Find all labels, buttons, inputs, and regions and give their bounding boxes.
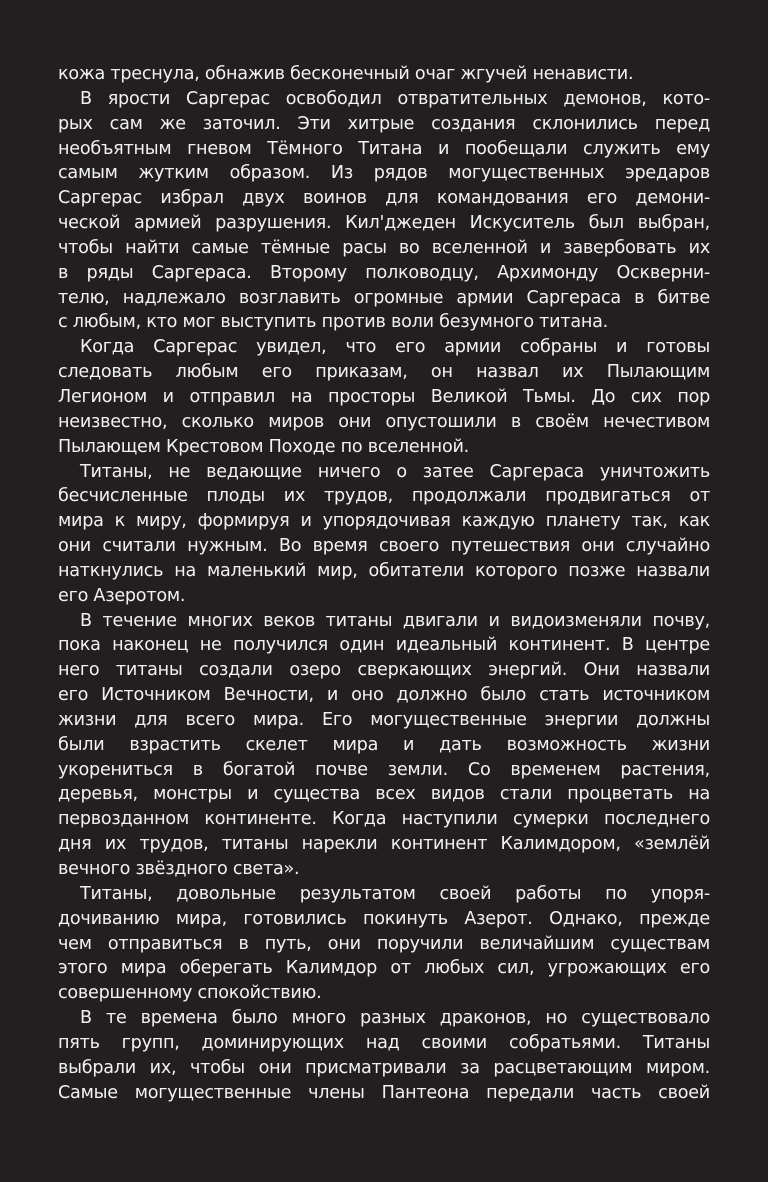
text-line: неизвестно, сколько миров они опустошили в своём нечестивом [58, 411, 710, 432]
text-line: самым жутким образом. Из рядов могущественных эредаров [58, 163, 710, 184]
text-line: его Источником Вечности, и оно должно было стать источником [58, 685, 710, 706]
text-line: него титаны создали озеро сверкающих энергий. Они назвали [58, 660, 710, 681]
text-line: Пылающем Крестовом Походе по вселенной. [58, 436, 469, 457]
text-line: дочиванию мира, готовились покинуть Азерот. Однако, прежде [58, 908, 710, 929]
text-line: этого мира оберегать Калимдор от любых сил, угрожающих его [58, 958, 710, 979]
text-line: Когда Саргерас увидел, что его армии собраны и готовы [80, 337, 710, 358]
text-line: жизни для всего мира. Его могущественные энергии должны [58, 709, 710, 730]
text-line: первозданном континенте. Когда наступили сумерки последнего [58, 809, 710, 830]
text-line: рых сам же заточил. Эти хитрые создания склонились перед [58, 113, 710, 134]
text-line: они считали нужным. Во время своего путешествия они случайно [58, 536, 710, 557]
text-line: следовать любым его приказам, он назвал их Пылающим [58, 362, 710, 383]
text-line: Легионом и отправил на просторы Великой Тьмы. До сих пор [58, 386, 710, 407]
text-line: наткнулись на маленький мир, обитатели которого позже назвали [58, 560, 710, 581]
text-line: необъятным гневом Тёмного Титана и пообещали служить ему [58, 138, 710, 159]
text-line: дня их трудов, титаны нарекли континент Калимдором, «землёй [58, 834, 710, 855]
text-line: пока наконец не получился один идеальный континент. В центре [58, 635, 710, 656]
text-line: Самые могущественные члены Пантеона передали часть своей [58, 1082, 710, 1103]
text-line: чтобы найти самые тёмные расы во вселенной и завербовать их [58, 237, 710, 258]
text-line: кожа треснула, обнажив бесконечный очаг жгучей ненависти. [58, 64, 634, 84]
text-line: совершенному спокойствию. [58, 983, 322, 1004]
text-line: бесчисленные плоды их трудов, продолжали продвигаться от [58, 486, 710, 507]
text-line: мира к миру, формируя и упорядочивая каждую планету так, как [58, 511, 710, 532]
text-line: с любым, кто мог выступить против воли безумного титана. [58, 312, 609, 333]
text-line: деревья, монстры и существа всех видов стали процветать на [58, 784, 710, 805]
page-text [58, 62, 710, 1105]
text-line: Саргерас избрал двух воинов для командования его демони- [58, 188, 710, 209]
text-line: В течение многих веков титаны двигали и видоизменяли почву, [80, 610, 710, 631]
text-line: его Азеротом. [58, 585, 186, 606]
text-line: укорениться в богатой почве земли. Со временем растения, [58, 759, 710, 780]
text-line: телю, надлежало возглавить огромные армии Саргераса в битве [58, 287, 710, 308]
text-line: В ярости Саргерас освободил отвратительных демонов, кото- [80, 88, 710, 109]
text-line: Титаны, не ведающие ничего о затее Саргераса уничтожить [80, 461, 710, 482]
text-line: в ряды Саргераса. Второму полководцу, Архимонду Оскверни- [58, 262, 710, 283]
text-line: ческой армией разрушения. Кил'джеден Искуситель был выбран, [58, 213, 710, 234]
text-line: были взрастить скелет мира и дать возможность жизни [58, 734, 710, 755]
text-line: вечного звёздного света». [58, 859, 300, 879]
text-line: Титаны, довольные результатом своей работы по упоря- [80, 883, 710, 904]
text-line: пять групп, доминирующих над своими собратьями. Титаны [58, 1032, 710, 1053]
text-line: чем отправиться в путь, они поручили величайшим существам [58, 933, 710, 954]
text-line: выбрали их, чтобы они присматривали за расцветающим миром. [58, 1057, 710, 1078]
text-line: В те времена было много разных драконов, но существовало [80, 1008, 710, 1029]
